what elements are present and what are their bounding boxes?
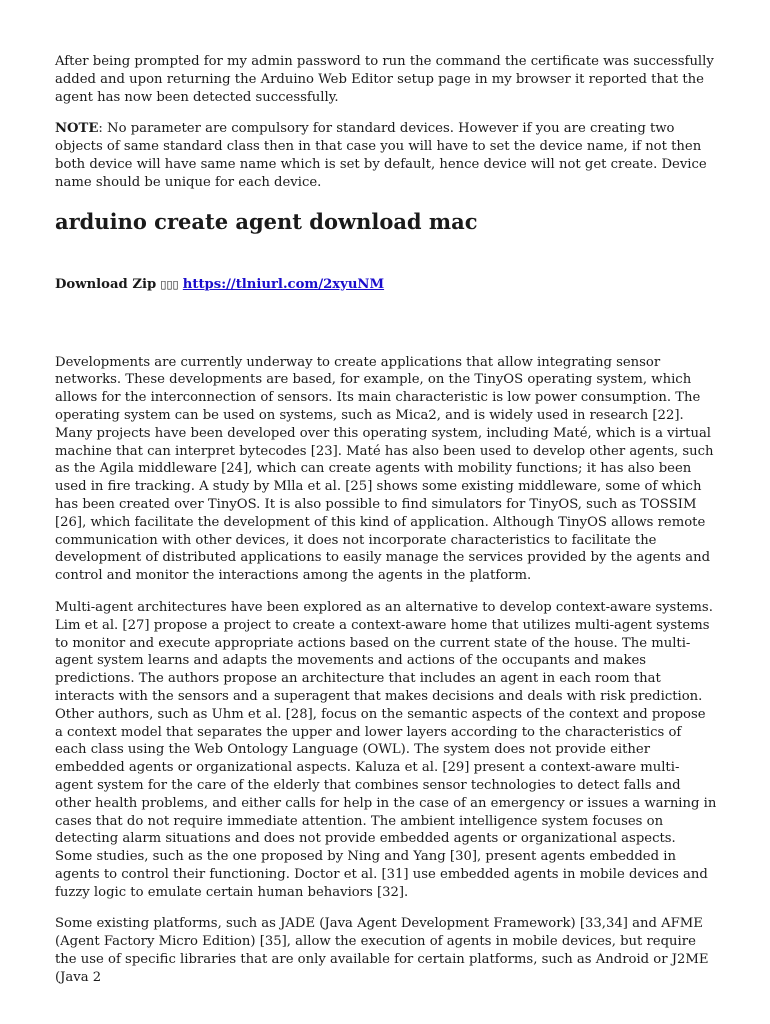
document-page <box>55 53 717 987</box>
note-text: : No parameter are compulsory for standard devices. However if you are creating two objects of same standard class then in that case you will have to set the device name, if not then both device will have same name which is set by default, hence device will not get create. Device name should be unique for each device. <box>55 121 707 190</box>
body-paragraph-2: Multi-agent architectures have been explored as an alternative to develop context-aware systems. Lim et al. [27] propose a project to create a context-aware home that utilizes multi-agent systems to monitor and execute appropriate actions based on the current state of the house. The multi-agent system learns and adapts the movements and actions of the occupants and makes predictions. The authors propose an architecture that includes an agent in each room that interacts with the sensors and a superagent that makes decisions and deals with risk prediction. Other authors, such as Uhm et al. [28], focus on the semantic aspects of the context and propose a context model that separates the upper and lower layers according to the characteristics of each class using the Web Ontology Language (OWL). The system does not provide either embedded agents or organizational aspects. Kaluza et al. [29] present a context-aware multi-agent system for the care of the elderly that combines sensor technologies to detect falls and other health problems, and either calls for help in the case of an emergency or issues a warning in cases that do not require immediate attention. The ambient intelligence system focuses on detecting alarm situations and does not provide embedded agents or organizational aspects. Some studies, such as the one proposed by Ning and Yang [30], present agents embedded in agents to control their functioning. Doctor et al. [31] use embedded agents in mobile devices and fuzzy logic to emulate certain human behaviors [32]. <box>55 599 717 900</box>
body-paragraph-3: Some existing platforms, such as JADE (Java Agent Development Framework) [33,34] and AFME (Agent Factory Micro Edition) [35], allow the execution of agents in mobile devices, but require the use of specific libraries that are only available for certain platforms, such as Android or J2ME (Java 2 <box>55 916 709 985</box>
intro-paragraph: After being prompted for my admin password to run the command the certificate was successfully added and upon returning the Arduino Web Editor setup page in my browser it reported that the agent has now been detected successfully. <box>55 54 714 105</box>
note-paragraph <box>55 120 717 191</box>
note-label: NOTE <box>55 121 99 137</box>
missing-glyph-icons: ▯▯▯ <box>160 277 179 291</box>
download-label: Download Zip <box>55 276 157 292</box>
download-link[interactable]: https://tlniurl.com/2xyuNM <box>182 276 385 292</box>
body-paragraph-1: Developments are currently underway to create applications that allow integrating sensor networks. These developments are based, for example, on the TinyOS operating system, which allows for the interconnection of sensors. Its main characteristic is low power consumption. The operating system can be used on systems, such as Mica2, and is widely used in research [22]. Many projects have been developed over this operating system, including Maté, which is a virtual machine that can interpret bytecodes [23]. Maté has also been used to develop other agents, such as the Agila middleware [24], which can create agents with mobility functions; it has also been used in fire tracking. A study by Mlla et al. [25] shows some existing middleware, some of which has been created over TinyOS. It is also possible to find simulators for TinyOS, such as TOSSIM [26], which facilitate the development of this kind of application. Although TinyOS allows remote communication with other devices, it does not incorporate characteristics to facilitate the development of distributed applications to easily manage the services provided by the agents and control and monitor the interactions among the agents in the platform. <box>55 354 714 584</box>
download-line <box>55 276 717 294</box>
page-heading: arduino create agent download mac <box>55 208 478 234</box>
